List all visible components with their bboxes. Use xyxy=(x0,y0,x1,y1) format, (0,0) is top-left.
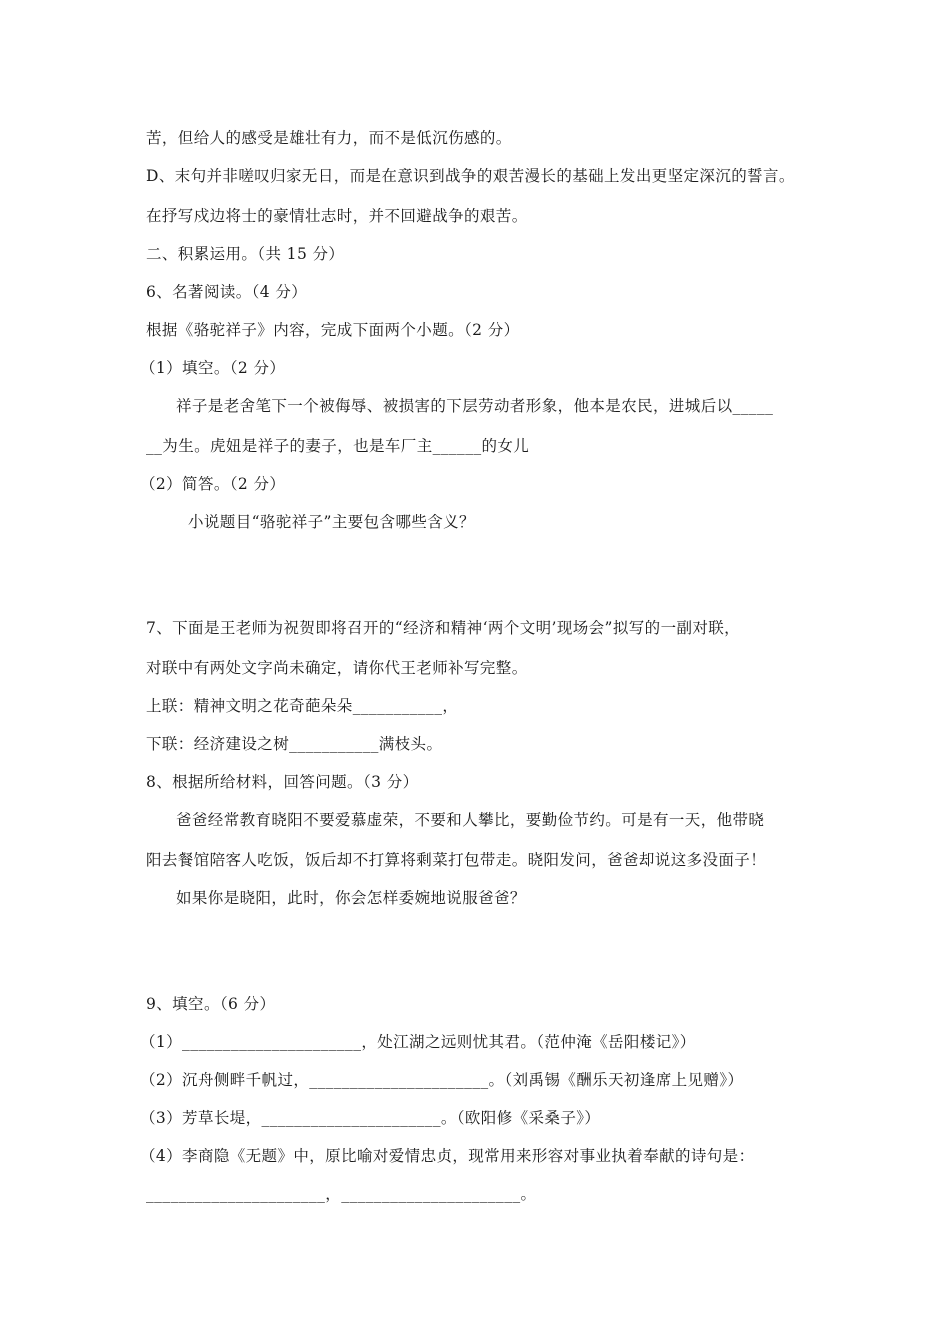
question-7-text: 对联中有两处文字尚未确定，请你代王老师补写完整。 xyxy=(146,659,528,677)
question-6-short-answer: 小说题目“骆驼祥子”主要包含哪些含义？ xyxy=(188,513,475,531)
question-9-item-2: （2）沉舟侧畔千帆过，______________________。（刘禹锡《酬乐天初逢席上见赠》） xyxy=(140,1071,744,1089)
question-8-material: 阳去餐馆陪客人吃饭，饭后却不打算将剩菜打包带走。晓阳发问，爸爸却说这多没面子！ xyxy=(146,851,767,869)
couplet-upper: 上联：精神文明之花奇葩朵朵___________， xyxy=(146,697,459,715)
option-d-line: D、末句并非嗟叹归家无日，而是在意识到战争的艰苦漫长的基础上发出更坚定深沉的誓言。 xyxy=(146,167,795,185)
text-line: 在抒写戍边将士的豪情壮志时，并不回避战争的艰苦。 xyxy=(146,207,528,225)
question-9-item-4-blanks: ______________________，______________________。 xyxy=(146,1185,537,1203)
question-6-title: 6、名著阅读。（4 分） xyxy=(146,283,308,301)
question-7-title: 7、下面是王老师为祝贺即将召开的“经济和精神‘两个文明’现场会”拟写的一副对联， xyxy=(146,619,741,637)
text-line: 苦，但给人的感受是雄壮有力，而不是低沉伤感的。 xyxy=(146,129,512,147)
question-9-item-4: （4）李商隐《无题》中，原比喻对爱情忠贞，现常用来形容对事业执着奉献的诗句是： xyxy=(140,1147,755,1165)
question-6-fill-line: __为生。虎妞是祥子的妻子，也是车厂主______的女儿 xyxy=(146,437,530,455)
question-6-part-1: （1）填空。（2 分） xyxy=(140,359,286,377)
question-8-prompt: 如果你是晓阳，此时，你会怎样委婉地说服爸爸？ xyxy=(176,889,526,907)
couplet-lower: 下联：经济建设之树___________满枝头。 xyxy=(146,735,443,753)
question-6-part-2: （2）简答。（2 分） xyxy=(140,475,286,493)
question-9-title: 9、填空。（6 分） xyxy=(146,995,276,1013)
section-heading: 二、积累运用。（共 15 分） xyxy=(146,245,345,263)
question-6-fill-line: 祥子是老舍笔下一个被侮辱、被损害的下层劳动者形象，他本是农民，进城后以_____ xyxy=(176,397,774,415)
question-8-title: 8、根据所给材料，回答问题。（3 分） xyxy=(146,773,419,791)
question-9-item-3: （3）芳草长堤，______________________。（欧阳修《采桑子》） xyxy=(140,1109,601,1127)
question-8-material: 爸爸经常教育晓阳不要爱慕虚荣，不要和人攀比，要勤俭节约。可是有一天，他带晓 xyxy=(176,811,765,829)
question-6-intro: 根据《骆驼祥子》内容，完成下面两个小题。（2 分） xyxy=(146,321,520,339)
question-9-item-1: （1）______________________，处江湖之远则忧其君。（范仲淹《岳阳楼记》） xyxy=(140,1033,696,1051)
